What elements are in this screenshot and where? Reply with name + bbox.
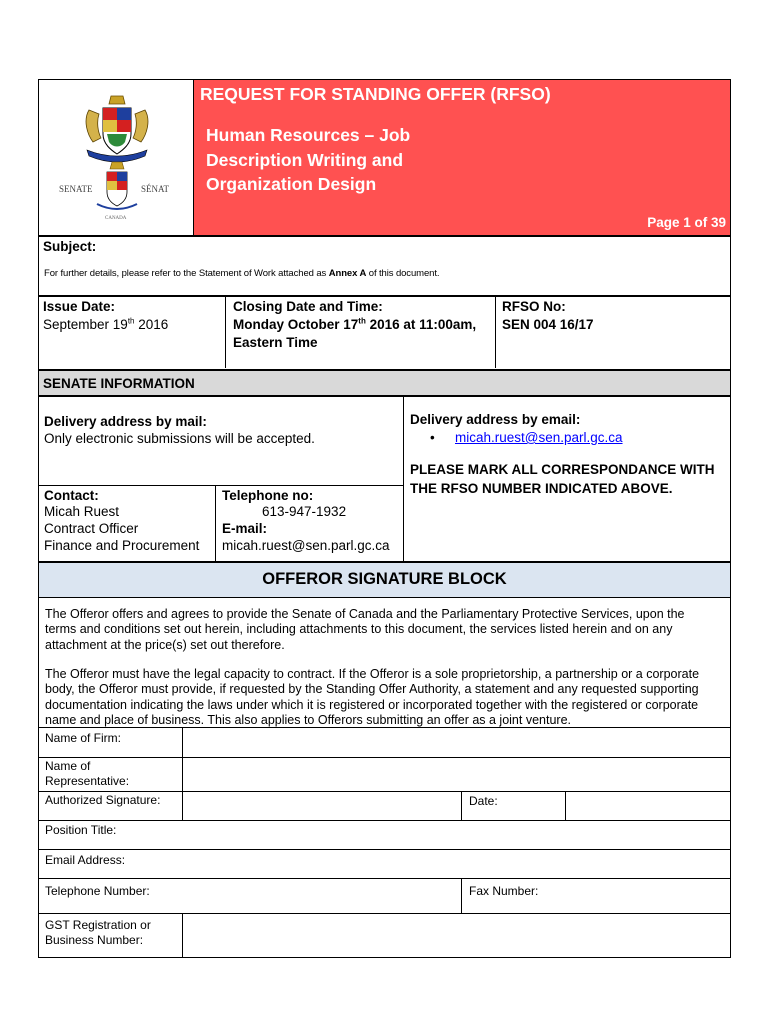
telephone-label: Telephone no:: [222, 488, 314, 503]
senate-info-heading: SENATE INFORMATION: [43, 376, 195, 391]
page-indicator: Page 1 of 39: [647, 215, 726, 230]
rfso-number-value: SEN 004 16/17: [502, 317, 594, 332]
position-label: Position Title:: [45, 823, 117, 837]
closing-date-value: [233, 317, 476, 332]
contact-title: Contract Officer: [44, 521, 139, 536]
senate-logo-panel: [38, 79, 194, 236]
closing-date-time: 2016 at 11:00am,: [365, 317, 477, 332]
subject-text-start: For further details, please refer to the Statement of Work attached as: [44, 268, 329, 279]
signature-label: Authorized Signature:: [45, 793, 161, 807]
telephone-value: 613-947-1932: [262, 504, 347, 519]
offeror-form-table: [38, 727, 731, 958]
contact-department: Finance and Procurement: [44, 538, 200, 553]
email-label: Email Address:: [45, 853, 126, 867]
signature-block-heading: OFFEROR SIGNATURE BLOCK: [262, 570, 507, 588]
legal-capacity-paragraph: The Offeror must have the legal capacity to contract. If the Offeror is a sole proprietorship, a partnership or a corporate body, the Offeror must provide, if requested by the Standing Offer Authority, a statement and any requested supporting documentation indicating the laws under which it is registered or incorporated together with the registered or corporate name and place of business. This also applies to Offerors submitting an offer as a joint venture.: [45, 667, 700, 727]
date-label: Date:: [469, 794, 498, 808]
issue-date-value: [43, 317, 168, 332]
subject-label: Subject:: [43, 239, 97, 254]
firm-input-cell[interactable]: [182, 727, 731, 758]
telephone-number-label: Telephone Number:: [45, 884, 150, 898]
contact-email-value: micah.ruest@sen.parl.gc.ca: [222, 538, 390, 553]
closing-timezone: Eastern Time: [233, 335, 318, 350]
email-row[interactable]: [38, 849, 731, 879]
email-delivery-label: Delivery address by email:: [410, 412, 581, 427]
signature-input-cell[interactable]: [182, 791, 462, 821]
subject-text: [44, 268, 439, 279]
issue-date-year: 2016: [134, 317, 169, 332]
fax-input-cell[interactable]: [461, 878, 731, 914]
subject-text-end: of this document.: [366, 268, 440, 279]
contact-label: Contact:: [44, 488, 99, 503]
gst-label: GST Registration or Business Number:: [45, 918, 151, 947]
position-row[interactable]: [38, 820, 731, 850]
date-label-cell: [461, 791, 566, 821]
issue-date-month-day: September 19: [43, 317, 128, 332]
representative-input-cell[interactable]: [182, 757, 731, 792]
subtitle-line: Organization Design: [206, 174, 377, 194]
contact-email-label: E-mail:: [222, 521, 268, 536]
representative-label: Name of Representative:: [45, 759, 130, 788]
mail-delivery-label: Delivery address by mail:: [44, 414, 207, 429]
email-delivery-bullet: •: [430, 430, 435, 445]
gst-input-cell[interactable]: [182, 913, 731, 958]
issue-date-suffix: th: [127, 316, 135, 326]
telephone-input-cell[interactable]: [38, 878, 462, 914]
correspondence-note-line1: PLEASE MARK ALL CORRESPONDANCE WITH: [410, 462, 715, 477]
firm-label-cell: [38, 727, 183, 758]
closing-date-day: Monday October 17: [233, 317, 359, 332]
email-delivery-divider: [403, 396, 404, 562]
annex-reference: Annex A: [328, 268, 367, 279]
firm-label: Name of Firm:: [45, 731, 122, 745]
logo-senate-text: SENATE: [59, 184, 93, 194]
closing-date-suffix: th: [358, 316, 366, 326]
logo-senat-text: SÉNAT: [141, 184, 170, 194]
subtitle-line: Human Resources – Job: [206, 125, 411, 145]
issue-date-label: Issue Date:: [43, 299, 116, 314]
subtitle-line: Description Writing and: [206, 149, 404, 170]
subject-section: [38, 236, 731, 296]
correspondence-note-line2: THE RFSO NUMBER INDICATED ABOVE.: [410, 481, 673, 496]
representative-label-cell: [38, 757, 183, 792]
document-subtitle: [206, 123, 506, 197]
contact-name: Micah Ruest: [44, 504, 120, 519]
mail-delivery-text: Only electronic submissions will be accepted.: [44, 431, 315, 446]
fax-number-label: Fax Number:: [469, 884, 539, 898]
rfso-number-label: RFSO No:: [502, 299, 566, 314]
senate-coat-of-arms-icon: [39, 80, 195, 237]
offer-paragraph: The Offeror offers and agrees to provide the Senate of Canada and the Parliamentary Protective Services, upon the terms and conditions set out herein, including attachments to this document, the services listed herein and on any attachment at the price(s) set out therefore.: [45, 607, 685, 652]
date-input-cell[interactable]: [565, 791, 731, 821]
signature-label-cell: [38, 791, 183, 821]
email-delivery-link[interactable]: micah.ruest@sen.parl.gc.ca: [455, 430, 623, 445]
document-title: REQUEST FOR STANDING OFFER (RFSO): [200, 84, 551, 104]
gst-label-cell: [38, 913, 183, 958]
closing-date-label: Closing Date and Time:: [233, 299, 383, 314]
logo-canada-text: CANADA: [105, 216, 127, 221]
